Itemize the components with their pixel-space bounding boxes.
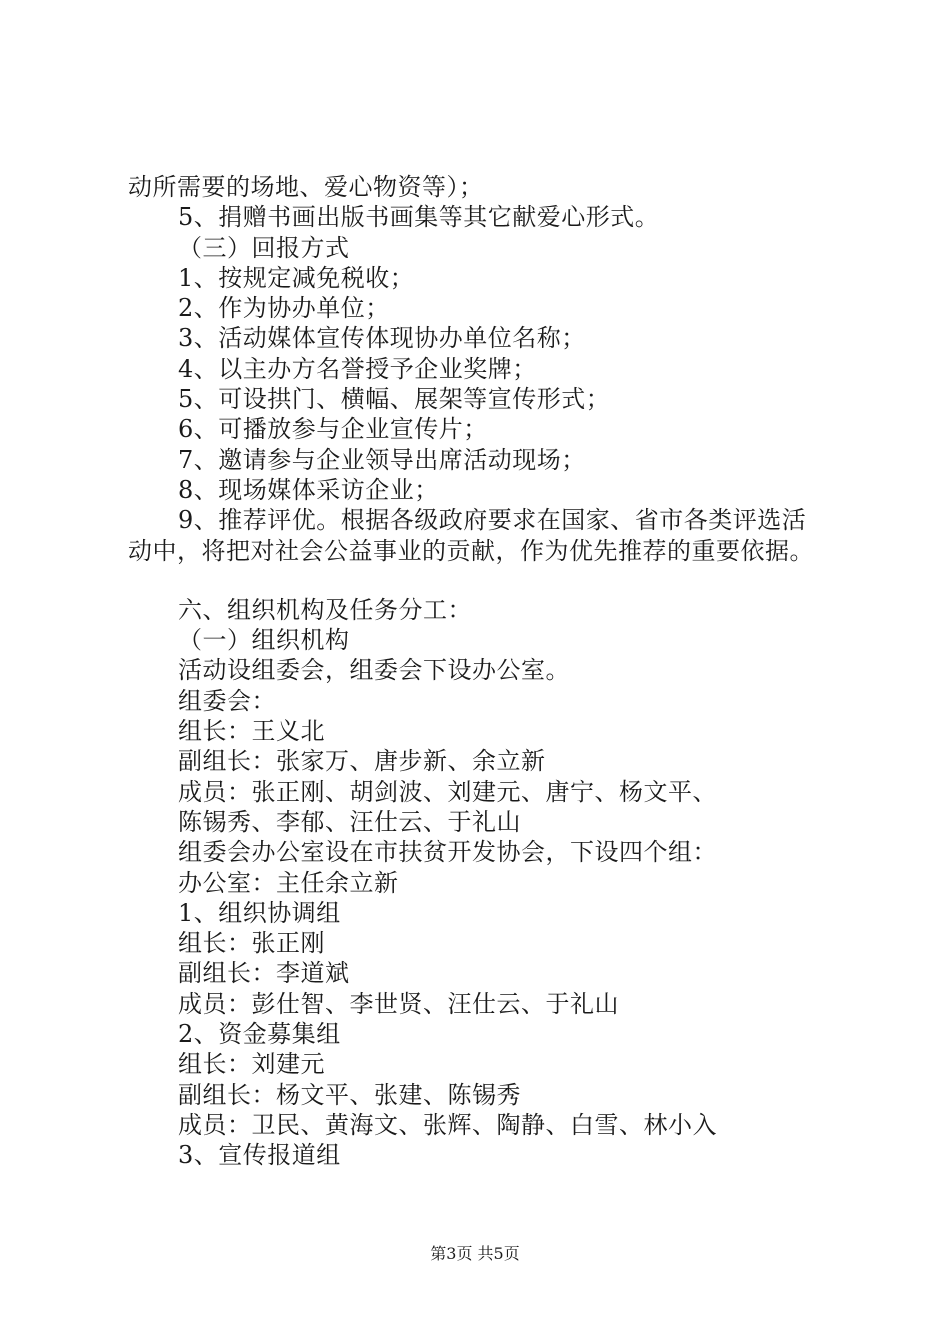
text-line: 组委会： <box>178 686 276 715</box>
section-heading: （一）组织机构 <box>178 626 350 655</box>
document-body <box>128 172 848 1171</box>
text-line: 副组长：李道斌 <box>178 959 350 988</box>
list-item: 2、作为协办单位； <box>178 294 390 323</box>
text-line: 动所需要的场地、爱心物资等）； <box>128 173 484 201</box>
text-line: 组长：张正刚 <box>178 929 325 958</box>
section-heading: （三）回报方式 <box>178 233 350 262</box>
list-item: 1、按规定减免税收； <box>178 263 415 292</box>
list-item: 5、可设拱门、横幅、展架等宣传形式； <box>178 385 611 414</box>
text-line: 成员：彭仕智、李世贤、汪仕云、于礼山 <box>178 989 619 1018</box>
text-line: 副组长：杨文平、张建、陈锡秀 <box>178 1080 521 1109</box>
list-item: 2、资金募集组 <box>178 1020 341 1049</box>
paragraph-gap <box>128 566 848 595</box>
list-item: 8、现场媒体采访企业； <box>178 475 439 504</box>
list-item: 3、活动媒体宣传体现协办单位名称； <box>178 324 586 353</box>
text-line: 组长：王义北 <box>178 717 325 746</box>
text-line: 副组长：张家万、唐步新、余立新 <box>178 747 546 776</box>
list-item: 4、以主办方名誉授予企业奖牌； <box>178 354 537 383</box>
text-line: 组长：刘建元 <box>178 1050 325 1079</box>
text-line: 5、捐赠书画出版书画集等其它献爱心形式。 <box>178 203 660 232</box>
list-item: 1、组织协调组 <box>178 898 341 927</box>
list-item: 7、邀请参与企业领导出席活动现场； <box>178 445 586 474</box>
text-line: 办公室：主任余立新 <box>178 868 399 897</box>
text-line: 陈锡秀、李郁、汪仕云、于礼山 <box>178 807 521 836</box>
text-line: 组委会办公室设在市扶贫开发协会，下设四个组： <box>178 838 717 867</box>
text-line: 动中，将把对社会公益事业的贡献，作为优先推荐的重要依据。 <box>128 536 814 565</box>
text-line: 活动设组委会，组委会下设办公室。 <box>178 656 570 685</box>
section-heading: 六、组织机构及任务分工： <box>178 595 472 624</box>
list-item: 3、宣传报道组 <box>178 1141 341 1170</box>
text-line: 成员：张正刚、胡剑波、刘建元、唐宁、杨文平、 <box>178 777 717 806</box>
page-number-footer: 第3页 共5页 <box>430 1244 520 1263</box>
text-line: 成员：卫民、黄海文、张辉、陶静、白雪、林小入 <box>178 1110 717 1139</box>
list-item: 9、推荐评优。根据各级政府要求在国家、省市各类评选活 <box>178 506 807 535</box>
list-item: 6、可播放参与企业宣传片； <box>178 415 488 444</box>
